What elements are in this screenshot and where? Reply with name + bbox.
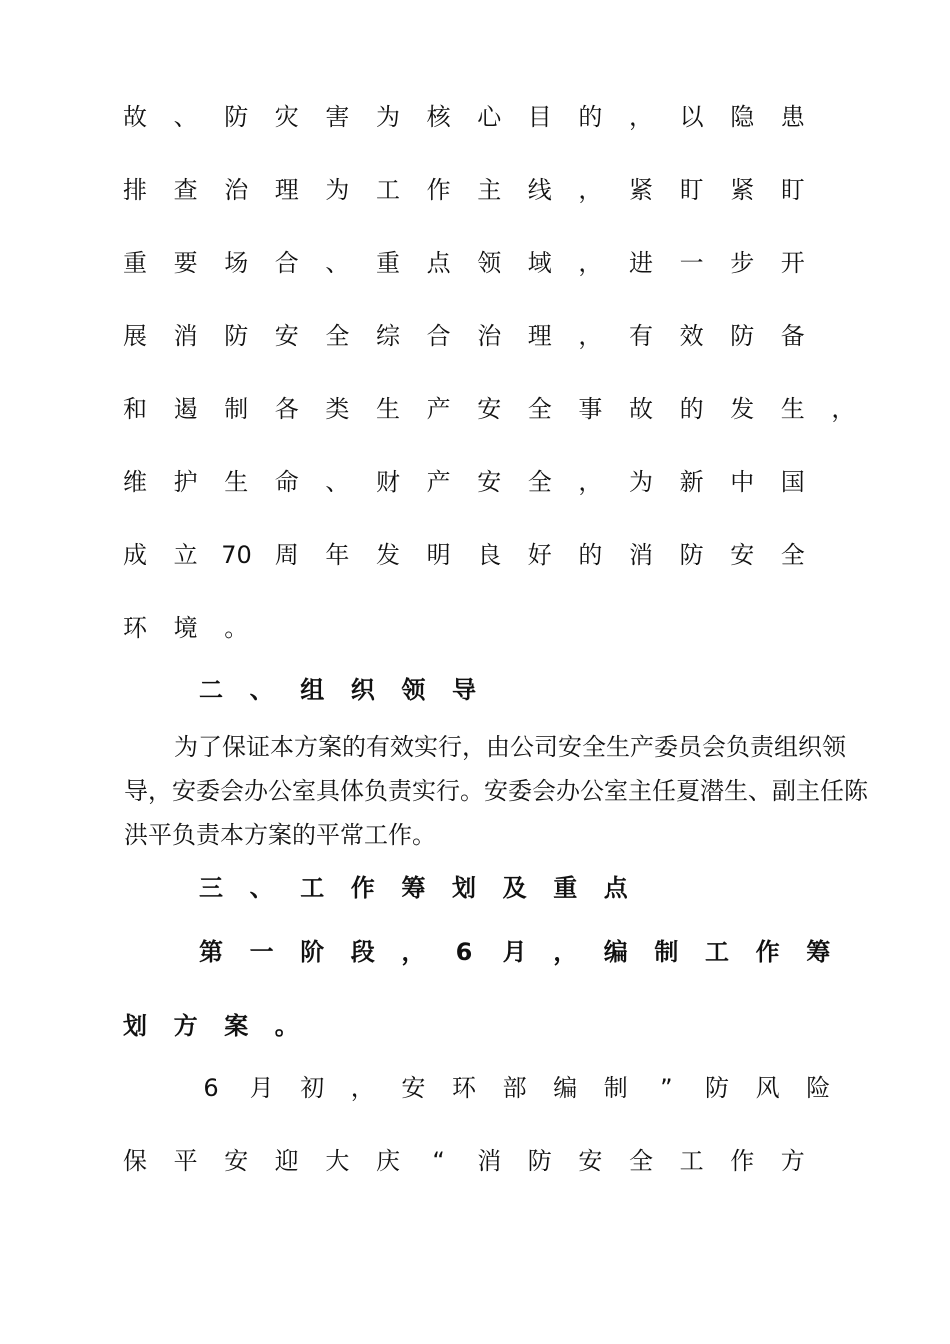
line-char: 平 [173, 1147, 198, 1175]
line-char: 理 [274, 176, 299, 204]
line-char: 全 [629, 1147, 653, 1175]
line-char: 发 [376, 541, 400, 569]
line-char: 、 [249, 676, 274, 704]
line-char: 成 [123, 541, 147, 569]
line-char: 庆 [376, 1147, 400, 1175]
line-char: ， [578, 468, 603, 496]
line-char: 周 [274, 541, 299, 569]
line-char: 方 [780, 1147, 805, 1175]
line-char: 工 [705, 938, 729, 966]
line-char: 中 [730, 468, 755, 496]
text-line [0, 391, 950, 427]
line-char: 生 [780, 395, 805, 423]
line-char: 重 [123, 249, 147, 277]
line-char: 防 [679, 541, 704, 569]
line-char: 保 [123, 1147, 147, 1175]
line-char: 、 [249, 874, 274, 902]
line-char: 产 [426, 468, 451, 496]
line-char: 目 [527, 103, 552, 131]
paragraph-text: 为了保证本方案的有效实行，由公司安全生产委员会负责组织领导，安委会办公室具体负责实行。安委会办公室主任夏潜生、副主任陈洪平负责本方案的平常工作。 [124, 733, 868, 849]
text-line [0, 1008, 950, 1044]
line-char: 灾 [274, 103, 299, 131]
line-char: 工 [376, 176, 400, 204]
text-line [0, 172, 950, 208]
line-char: 、 [325, 249, 350, 277]
line-char: 安 [224, 1147, 249, 1175]
line-char: 的 [578, 541, 603, 569]
line-char: 防 [224, 322, 249, 350]
text-line [0, 99, 950, 135]
line-char: 盯 [679, 176, 704, 204]
text-line [0, 1070, 950, 1106]
line-char: 命 [274, 468, 299, 496]
text-line [0, 610, 950, 646]
line-char: 险 [806, 1074, 831, 1102]
line-char: 作 [426, 176, 451, 204]
line-char: 防 [527, 1147, 552, 1175]
line-char: 理 [527, 322, 552, 350]
line-char: 70 [221, 541, 252, 569]
line-char: 一 [249, 938, 274, 966]
line-char: 案 [224, 1012, 249, 1040]
line-char: 大 [325, 1147, 350, 1175]
line-char: 制 [224, 395, 249, 423]
line-char: 场 [224, 249, 249, 277]
line-char: 风 [755, 1074, 780, 1102]
line-char: 立 [173, 541, 198, 569]
line-char: 国 [780, 468, 805, 496]
line-char: 划 [452, 874, 476, 902]
line-char: ” [660, 1074, 673, 1102]
line-char: ， [831, 395, 856, 423]
line-char: 筹 [806, 938, 831, 966]
line-char: 部 [502, 1074, 527, 1102]
line-char: 防 [730, 322, 755, 350]
line-char: 领 [401, 676, 426, 704]
line-char: 紧 [730, 176, 755, 204]
line-char: 重 [376, 249, 400, 277]
line-char: 编 [553, 1074, 578, 1102]
text-line [0, 245, 950, 281]
line-char: 段 [350, 938, 375, 966]
line-char: 开 [780, 249, 805, 277]
line-char: 全 [780, 541, 805, 569]
line-char: 故 [123, 103, 147, 131]
line-char: 安 [578, 1147, 603, 1175]
line-char: 为 [325, 176, 350, 204]
line-char: 盯 [780, 176, 805, 204]
line-char: 综 [376, 322, 400, 350]
line-char: 合 [274, 249, 299, 277]
line-char: 导 [452, 676, 476, 704]
line-char: 作 [350, 874, 375, 902]
line-char: 月 [502, 938, 527, 966]
line-char: 。 [224, 614, 249, 642]
line-char: 展 [123, 322, 147, 350]
line-char: 域 [527, 249, 552, 277]
line-char: 为 [376, 103, 400, 131]
line-char: 消 [173, 322, 198, 350]
line-char: 编 [603, 938, 628, 966]
line-char: 排 [123, 176, 147, 204]
line-char: 的 [578, 103, 603, 131]
line-char: 核 [426, 103, 451, 131]
line-char: 制 [603, 1074, 628, 1102]
line-char: 为 [629, 468, 653, 496]
line-char: 患 [780, 103, 805, 131]
line-char: 安 [730, 541, 755, 569]
line-char: 安 [477, 395, 502, 423]
line-char: 年 [325, 541, 350, 569]
line-char: 事 [578, 395, 603, 423]
line-char: 全 [527, 395, 552, 423]
line-char: 紧 [629, 176, 653, 204]
line-char: 环 [123, 614, 147, 642]
line-char: 以 [679, 103, 704, 131]
line-char: 工 [300, 874, 325, 902]
line-char: 境 [173, 614, 198, 642]
line-char: 故 [629, 395, 653, 423]
line-char: 生 [224, 468, 249, 496]
line-char: 治 [477, 322, 502, 350]
line-char: 全 [527, 468, 552, 496]
line-char: 害 [325, 103, 350, 131]
body-paragraph [124, 725, 884, 857]
line-char: 第 [199, 938, 223, 966]
line-char: 合 [426, 322, 451, 350]
line-char: 防 [705, 1074, 729, 1102]
text-line [0, 537, 950, 573]
line-char: 筹 [401, 874, 426, 902]
line-char: 环 [452, 1074, 476, 1102]
line-char: 消 [477, 1147, 502, 1175]
line-char: 安 [401, 1074, 426, 1102]
line-char: 作 [730, 1147, 755, 1175]
line-char: 产 [426, 395, 451, 423]
line-char: 重 [553, 874, 578, 902]
line-char: 各 [274, 395, 299, 423]
line-char: 。 [274, 1012, 299, 1040]
line-char: ， [553, 938, 578, 966]
line-char: ， [629, 103, 653, 131]
line-char: 迎 [274, 1147, 299, 1175]
line-char: 护 [173, 468, 198, 496]
line-char: 防 [224, 103, 249, 131]
line-char: ， [401, 938, 426, 966]
line-char: “ [432, 1147, 445, 1175]
line-char: 安 [477, 468, 502, 496]
line-char: 、 [325, 468, 350, 496]
line-char: 明 [426, 541, 451, 569]
line-char: 织 [350, 676, 375, 704]
line-char: ， [350, 1074, 375, 1102]
line-char: 安 [274, 322, 299, 350]
text-line [0, 870, 950, 906]
line-char: 效 [679, 322, 704, 350]
line-char: 点 [603, 874, 628, 902]
line-char: 新 [679, 468, 704, 496]
line-char: ， [578, 322, 603, 350]
line-char: 治 [224, 176, 249, 204]
line-char: 和 [123, 395, 147, 423]
line-char: 类 [325, 395, 350, 423]
line-char: 发 [730, 395, 755, 423]
line-char: 领 [477, 249, 502, 277]
line-char: 制 [654, 938, 679, 966]
line-char: 良 [477, 541, 502, 569]
line-char: 组 [300, 676, 325, 704]
line-char: 线 [527, 176, 552, 204]
line-char: 初 [300, 1074, 325, 1102]
line-char: 好 [527, 541, 552, 569]
line-char: 主 [477, 176, 502, 204]
line-char: 消 [629, 541, 653, 569]
line-char: 月 [249, 1074, 274, 1102]
line-char: 点 [426, 249, 451, 277]
line-char: 6 [455, 938, 473, 966]
line-char: 工 [679, 1147, 704, 1175]
line-char: 遏 [173, 395, 198, 423]
line-char: 、 [173, 103, 198, 131]
line-char: 全 [325, 322, 350, 350]
line-char: 方 [173, 1012, 198, 1040]
line-char: ， [578, 176, 603, 204]
line-char: 查 [173, 176, 198, 204]
text-line [0, 318, 950, 354]
line-char: 的 [679, 395, 704, 423]
line-char: 6 [203, 1074, 219, 1102]
text-line [0, 464, 950, 500]
line-char: 步 [730, 249, 755, 277]
line-char: 生 [376, 395, 400, 423]
line-char: ， [578, 249, 603, 277]
line-char: 心 [477, 103, 502, 131]
text-line [0, 934, 950, 970]
line-char: 三 [199, 874, 223, 902]
line-char: 及 [502, 874, 527, 902]
line-char: 隐 [730, 103, 755, 131]
line-char: 划 [123, 1012, 147, 1040]
line-char: 备 [780, 322, 805, 350]
line-char: 一 [679, 249, 704, 277]
line-char: 进 [629, 249, 653, 277]
line-char: 维 [123, 468, 147, 496]
line-char: 阶 [300, 938, 325, 966]
line-char: 财 [376, 468, 400, 496]
line-char: 二 [199, 676, 223, 704]
text-line [0, 672, 950, 708]
line-char: 有 [629, 322, 653, 350]
line-char: 要 [173, 249, 198, 277]
line-char: 作 [755, 938, 780, 966]
text-line [0, 1143, 950, 1179]
